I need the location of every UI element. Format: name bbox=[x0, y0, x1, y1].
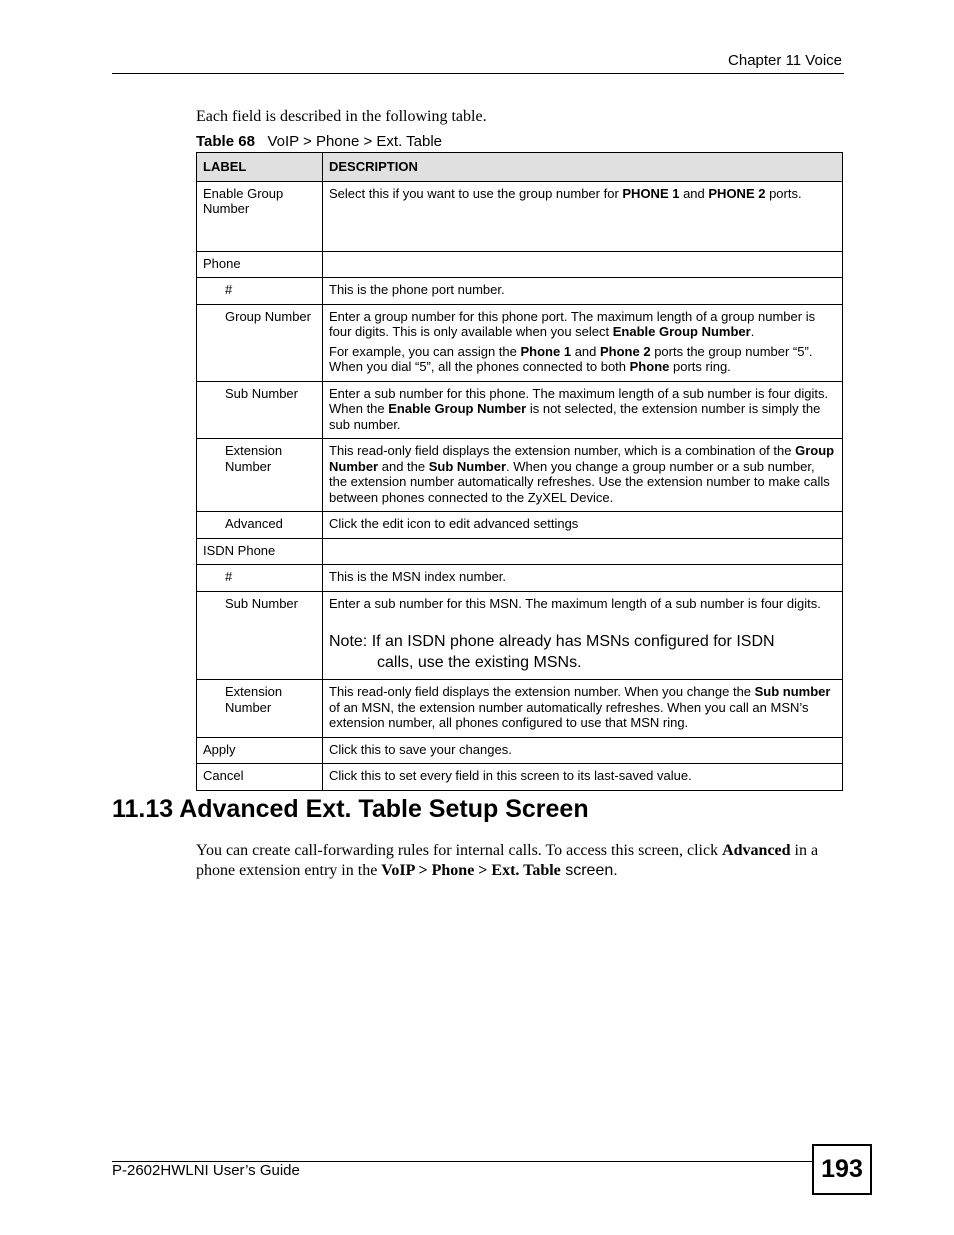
table-row bbox=[197, 591, 843, 680]
row-label: Extension Number bbox=[197, 680, 323, 738]
table-row bbox=[197, 278, 843, 305]
row-description: This read-only field displays the extension number. When you change the Sub number of an MSN, the extension number automatically refreshes. When you call an MSN’s extension number, all phones configured to use that MSN ring. bbox=[323, 680, 843, 738]
row-description: This read-only field displays the extension number, which is a combination of the Group Number and the Sub Number. When you change a group number or a sub number, the extension number automatically refreshes. Use the extension number to make calls between phones connected to the ZyXEL Device. bbox=[323, 439, 843, 512]
chapter-header: Chapter 11 Voice bbox=[728, 52, 842, 69]
row-description: Enter a sub number for this phone. The maximum length of a sub number is four digits. When the Enable Group Number is not selected, the extension number is simply the sub number. bbox=[323, 381, 843, 439]
table-row bbox=[197, 764, 843, 791]
table-row bbox=[197, 251, 843, 278]
row-description: This is the MSN index number. bbox=[323, 565, 843, 592]
row-description: This is the phone port number. bbox=[323, 278, 843, 305]
table-row bbox=[197, 512, 843, 539]
column-header-description: DESCRIPTION bbox=[323, 153, 843, 182]
table-row bbox=[197, 565, 843, 592]
section-heading: 11.13 Advanced Ext. Table Setup Screen bbox=[112, 795, 589, 823]
row-description bbox=[323, 251, 843, 278]
row-label: ISDN Phone bbox=[197, 538, 323, 565]
row-description: Click this to set every field in this screen to its last-saved value. bbox=[323, 764, 843, 791]
row-label: # bbox=[197, 278, 323, 305]
table-row bbox=[197, 181, 843, 251]
row-description: Select this if you want to use the group number for PHONE 1 and PHONE 2 ports. bbox=[323, 181, 843, 251]
row-label: Phone bbox=[197, 251, 323, 278]
row-label: Sub Number bbox=[197, 381, 323, 439]
table-row bbox=[197, 304, 843, 381]
table-title: VoIP > Phone > Ext. Table bbox=[267, 133, 443, 150]
row-label: Apply bbox=[197, 737, 323, 764]
row-label: Group Number bbox=[197, 304, 323, 381]
table-header-row bbox=[197, 153, 843, 182]
intro-text: Each field is described in the following table. bbox=[196, 108, 487, 125]
row-label: Sub Number bbox=[197, 591, 323, 680]
row-label: Enable Group Number bbox=[197, 181, 323, 251]
row-description bbox=[323, 538, 843, 565]
table-row bbox=[197, 680, 843, 738]
column-header-label: LABEL bbox=[197, 153, 323, 182]
table-caption bbox=[196, 133, 442, 150]
row-label: # bbox=[197, 565, 323, 592]
row-description: Click the edit icon to edit advanced settings bbox=[323, 512, 843, 539]
field-description-table bbox=[196, 152, 843, 791]
row-description: Click this to save your changes. bbox=[323, 737, 843, 764]
table-row bbox=[197, 439, 843, 512]
row-label: Advanced bbox=[197, 512, 323, 539]
row-description: Enter a group number for this phone port. The maximum length of a group number is four digits. This is only available when you select Enable Group Number. For example, you can assign the Phone 1 and Phone 2 ports the group number “5”. When you dial “5”, all the phones connected to both Phone ports ring. bbox=[323, 304, 843, 381]
table-row bbox=[197, 538, 843, 565]
row-label: Extension Number bbox=[197, 439, 323, 512]
row-label: Cancel bbox=[197, 764, 323, 791]
table-row bbox=[197, 737, 843, 764]
note: Note: If an ISDN phone already has MSNs configured for ISDN calls, use the existing MSNs. bbox=[329, 633, 775, 671]
header-rule bbox=[112, 73, 844, 74]
table-number: Table 68 bbox=[196, 133, 255, 150]
row-description: Enter a sub number for this MSN. The maximum length of a sub number is four digits. Note: If an ISDN phone already has MSNs configured for ISDN calls, use the existing MSNs. bbox=[323, 591, 843, 680]
section-body: You can create call-forwarding rules for internal calls. To access this screen, click Advanced in a phone extension entry in the VoIP > Phone > Ext. Table screen. bbox=[196, 842, 819, 879]
page-number: 193 bbox=[812, 1144, 872, 1195]
table-row bbox=[197, 381, 843, 439]
guide-title: P-2602HWLNI User’s Guide bbox=[112, 1162, 300, 1179]
